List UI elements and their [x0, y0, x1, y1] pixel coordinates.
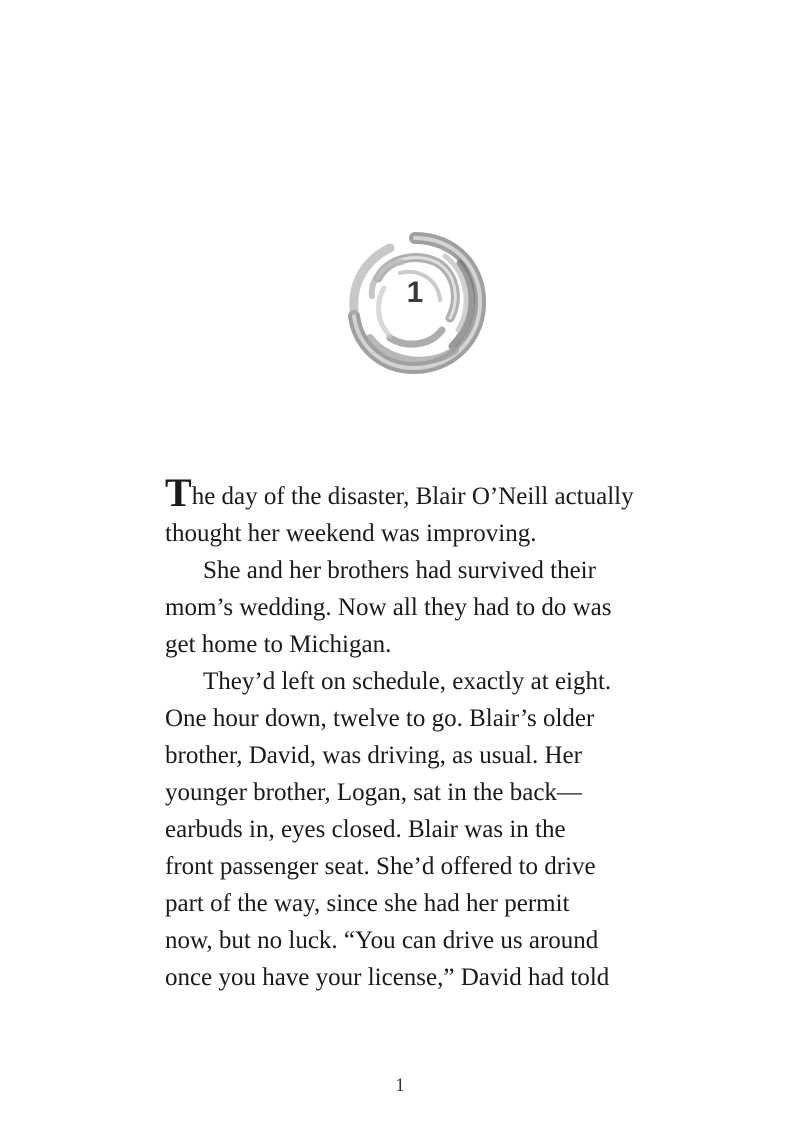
chapter-heading: [330, 218, 500, 388]
chapter-body: [165, 470, 665, 996]
text-line: once you have your license,” David had told: [165, 964, 610, 991]
paragraph: [165, 663, 665, 996]
text-line: She and her brothers had survived their: [203, 557, 596, 584]
text-line: mom’s wedding. Now all they had to do was: [165, 594, 612, 621]
text-line: brother, David, was driving, as usual. Her: [165, 742, 582, 769]
text-line: now, but no luck. “You can drive us around: [165, 927, 599, 954]
text-line: part of the way, since she had her permit: [165, 890, 570, 917]
drop-cap: T: [165, 470, 192, 515]
text-line: front passenger seat. She’d offered to drive: [165, 853, 596, 880]
text-line: [165, 470, 665, 515]
text-line: thought her weekend was improving.: [165, 520, 537, 547]
text-line: One hour down, twelve to go. Blair’s older: [165, 705, 595, 732]
paragraph: [165, 470, 665, 552]
text-line-rest: he day of the disaster, Blair O’Neill actually: [191, 483, 634, 510]
text-line: earbuds in, eyes closed. Blair was in the: [165, 816, 566, 843]
text-line: They’d left on schedule, exactly at eight.: [203, 668, 612, 695]
text-line: get home to Michigan.: [165, 631, 392, 658]
text-line: younger brother, Logan, sat in the back—: [165, 779, 582, 806]
paragraph: [165, 552, 665, 663]
page-number: 1: [395, 1075, 405, 1096]
chapter-number: 1: [406, 276, 424, 309]
